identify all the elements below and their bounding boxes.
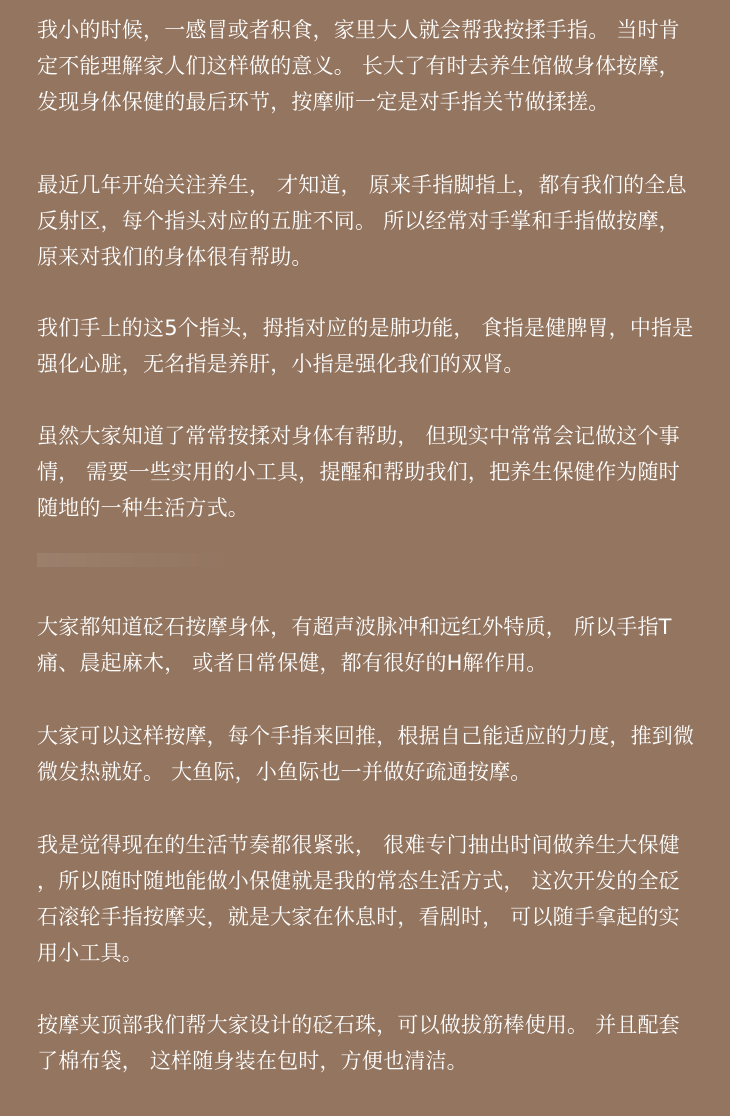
text-line: 大家都知道砭石按摩身体，有超声波脉冲和远红外特质， 所以手指T [37,615,672,639]
paragraph-five-fingers [37,310,705,382]
text-line: 痛、晨起麻木， 或者日常保健，都有很好的H解作用。 [37,651,548,675]
paragraph-reflex-zones [37,167,705,275]
text-line: 石滚轮手指按摩夹，就是大家在休息时，看剧时， 可以随手拿起的实 [37,905,680,929]
text-line: 强化心脏，无名指是养肝，小指是强化我们的双肾。 [37,352,525,376]
text-line: ，所以随时随地能做小保健就是我的常态生活方式， 这次开发的全砭 [37,869,680,893]
paragraph-bian-stone [37,609,705,681]
text-line: 我们手上的这5个指头，拇指对应的是肺功能， 食指是健脾胃，中指是 [37,316,694,340]
paragraph-accessories [37,1007,705,1079]
text-line: 发现身体保健的最后环节，按摩师一定是对手指关节做揉搓。 [37,90,610,114]
paragraph-lifestyle [37,827,705,971]
text-line: 微发热就好。 大鱼际，小鱼际也一并做好疏通按摩。 [37,760,532,784]
text-line: 我是觉得现在的生活节奏都很紧张， 很难专门抽出时间做养生大保健 [37,833,680,857]
text-line: 了棉布袋， 这样随身装在包时，方便也清洁。 [37,1049,468,1073]
text-line: 最近几年开始关注养生， 才知道， 原来手指脚指上，都有我们的全息 [37,173,687,197]
paragraph-practical-tool [37,418,705,526]
text-line: 虽然大家知道了常常按揉对身体有帮助， 但现实中常常会记做这个事 [37,424,680,448]
paragraph-childhood-massage [37,12,705,120]
text-line: 大家可以这样按摩，每个手指来回推，根据自己能适应的力度，推到微 [37,724,695,748]
paragraph-how-to-massage [37,718,705,790]
text-line: 原来对我们的身体很有帮助。 [37,245,313,269]
text-line: 我小的时候，一感冒或者积食，家里大人就会帮我按揉手指。 当时肯 [37,18,680,42]
faint-watermark-strip [37,553,237,567]
text-line: 情， 需要一些实用的小工具，提醒和帮助我们，把养生保健作为随时 [37,460,680,484]
text-line: 按摩夹顶部我们帮大家设计的砭石珠，可以做拔筋棒使用。 并且配套 [37,1013,680,1037]
text-line: 随地的一种生活方式。 [37,496,249,520]
text-line: 反射区，每个指头对应的五脏不同。 所以经常对手掌和手指做按摩， [37,209,680,233]
text-line: 定不能理解家人们这样做的意义。 长大了有时去养生馆做身体按摩， [37,54,680,78]
text-line: 用小工具。 [37,941,143,965]
